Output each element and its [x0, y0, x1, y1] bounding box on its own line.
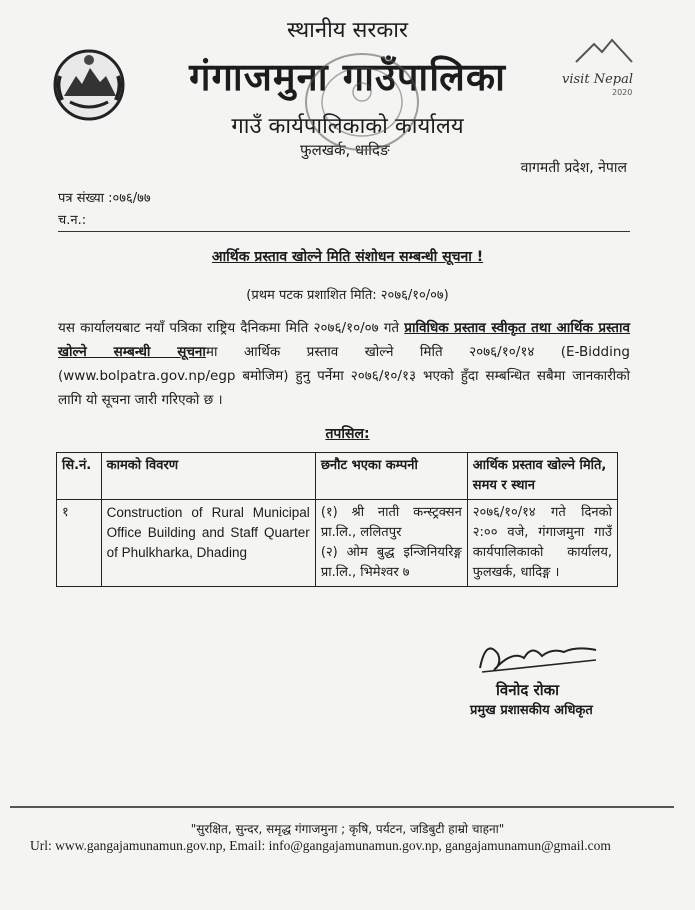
notice-body-highlight: प्राविधिक प्रस्ताव स्वीकृत तथा आर्थिक प्रस्ताव खोल्ने सम्बन्धी सूचना — [58, 320, 630, 360]
letterhead-place: फुलखर्क, धादिङ — [300, 141, 390, 159]
footer-motto: "सुरक्षित, सुन्दर, समृद्ध गंगाजमुना ; कृषि, पर्यटन, जडिबुटी हाम्रो चाहना" — [190, 822, 505, 836]
visit-nepal-year: 2020 — [612, 88, 633, 97]
signature-mark — [472, 630, 602, 680]
table-row — [57, 500, 618, 587]
table-header-row — [57, 453, 618, 500]
letter-number: पत्र संख्या :०७६/७७ — [58, 191, 151, 206]
mountain-logo-icon — [574, 36, 634, 66]
notice-body: यस कार्यालयबाट नयाँ पत्रिका राष्ट्रिय दैनिकमा मिति २०७६/१०/०७ गते प्राविधिक प्रस्ताव स्वीकृत तथा आर्थिक प्रस्ताव खोल्ने सम्बन्धी सूचनामा आर्थिक प्रस्ताव खोल्ने मिति २०७६/१०/१४ (E-Bidding (www.bolpatra.gov.np/egp बमोजिम) हुनु पर्नेमा २०७६/१०/१३ भएको हुँदा सम्बन्धित सबैमा जानकारीको लागि यो सूचना जारी गरिएको छ । — [58, 320, 631, 408]
column-header-sn: सि.नं. — [57, 453, 102, 500]
cell-contractors: (१) श्री नाती कन्स्ट्रक्सन प्रा.लि., ललितपुर (२) ओम बुद्ध इन्जिनियरिङ्ग प्रा.लि., भिमेश्वर ७ — [315, 500, 467, 587]
letterhead-government-line: स्थानीय सरकार — [287, 18, 408, 43]
letterhead-municipality-title: गंगाजमुना गाउँपालिका — [189, 55, 506, 99]
footer-divider — [10, 806, 674, 808]
header-divider — [58, 231, 630, 232]
column-header-contractors: छनौट भएका कम्पनी — [315, 453, 467, 500]
signatory-title: प्रमुख प्रशासकीय अधिकृत — [470, 703, 593, 718]
column-header-time-place: आर्थिक प्रस्ताव खोल्ने मिति, समय र स्थान — [467, 453, 617, 500]
visit-nepal-logo — [560, 32, 650, 102]
signatory-name: विनोद रोका — [496, 681, 560, 699]
footer-contact: Url: www.gangajamunamun.gov.np, Email: info@gangajamunamun.gov.np, gangajamunamun@gmail.com — [30, 838, 611, 853]
letterhead-office-name: गाउँ कार्यपालिकाको कार्यालय — [231, 114, 464, 139]
notice-subject: आर्थिक प्रस्ताव खोल्ने मिति संशोधन सम्बन्धी सूचना ! — [211, 249, 484, 265]
first-published-date: (प्रथम पटक प्रशाशित मिति: २०७६/१०/०७) — [246, 288, 449, 303]
cell-work: Construction of Rural Municipal Office Building and Staff Quarter of Phulkharka, Dhading — [101, 500, 315, 587]
dispatch-number: च.न.: — [58, 213, 87, 228]
schedule-heading: तपसिल: — [325, 426, 370, 442]
cell-time-place: २०७६/१०/१४ गते दिनको २:०० वजे, गंगाजमुना गाउँ कार्यपालिकाको कार्यालय, फुलखर्क, धादिङ्ग । — [467, 500, 617, 587]
letterhead-province: वागमती प्रदेश, नेपाल — [520, 160, 627, 176]
column-header-work: कामको विवरण — [101, 453, 315, 500]
office-seal-stamp — [292, 42, 432, 162]
schedule-table — [56, 452, 618, 587]
cell-sn: १ — [57, 500, 102, 587]
visit-nepal-text: visit Nepal — [562, 72, 633, 87]
